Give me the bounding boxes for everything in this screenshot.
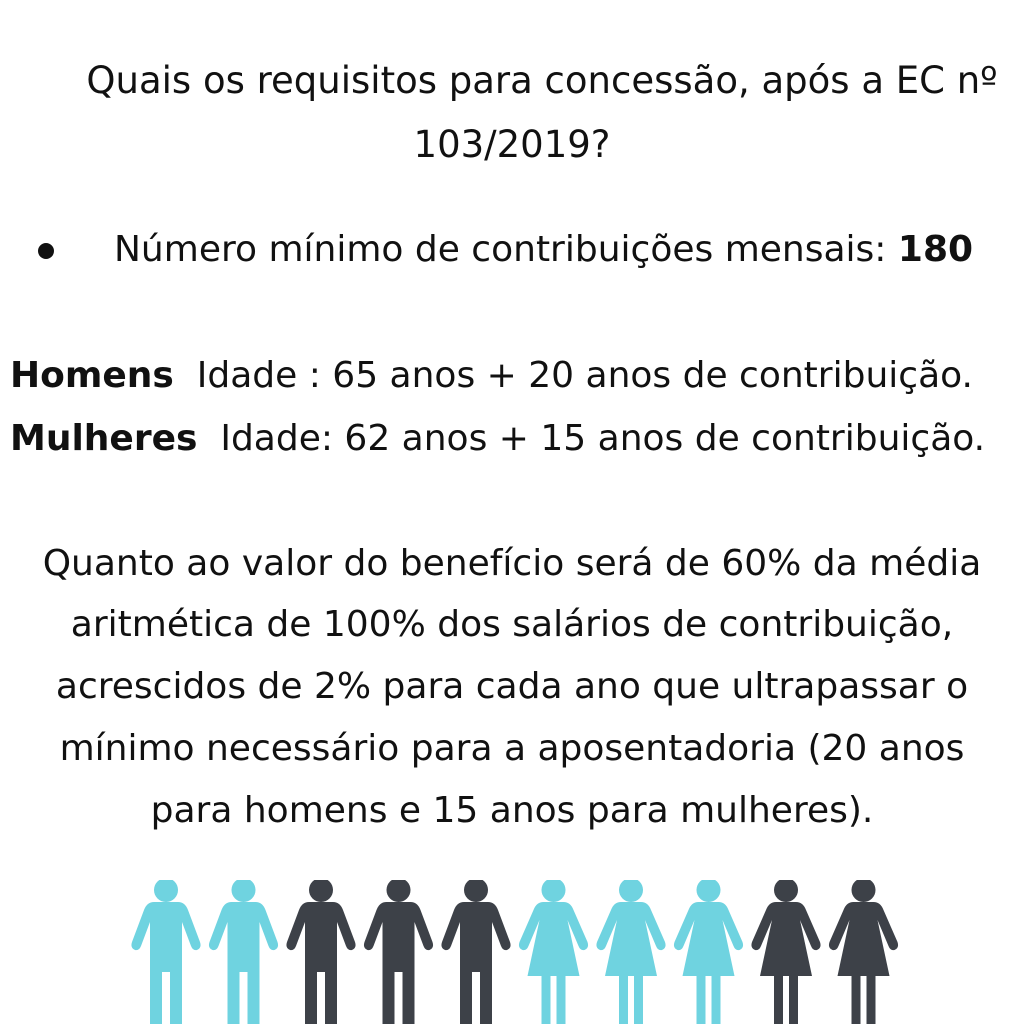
requirement-men (10, 355, 973, 396)
requirement-men-label: Homens (10, 355, 174, 396)
man-icon (441, 880, 510, 1024)
figure-head (387, 880, 411, 902)
heading-line-1: Quais os requisitos para concessão, após a EC nº (86, 59, 998, 102)
figure-head (697, 880, 721, 902)
figure-body (674, 902, 743, 1024)
bullet-text (114, 229, 974, 270)
requirement-women (10, 418, 986, 459)
figure-head (542, 880, 566, 902)
man-icon (286, 880, 355, 1024)
people-figures (0, 880, 1024, 1024)
bullet-item (28, 229, 998, 276)
woman-icon (751, 880, 820, 1024)
woman-icon (519, 880, 588, 1024)
requirement-women-text: Idade: 62 anos + 15 anos de contribuição. (197, 418, 986, 459)
figure-body (441, 902, 510, 1024)
figure-body (829, 902, 898, 1024)
figure-head (619, 880, 643, 902)
figure-head (232, 880, 256, 902)
figure-body (286, 902, 355, 1024)
figure-body (751, 902, 820, 1024)
bullet-dot-icon (38, 243, 54, 259)
woman-icon (596, 880, 665, 1024)
figure-head (154, 880, 178, 902)
paragraph-line-4: mínimo necessário para a aposentadoria (20 anos (59, 728, 965, 769)
bullet-value: 180 (897, 229, 974, 270)
figure-head (774, 880, 798, 902)
requirement-women-label: Mulheres (10, 418, 198, 459)
figure-body (209, 902, 278, 1024)
man-icon (364, 880, 433, 1024)
heading-line-2: 103/2019? (413, 123, 611, 166)
bullet-label: Número mínimo de contribuições mensais: (114, 229, 898, 270)
paragraph-line-2: aritmética de 100% dos salários de contribuição, (70, 604, 954, 645)
figure-body (131, 902, 200, 1024)
figure-head (852, 880, 876, 902)
woman-icon (829, 880, 898, 1024)
man-icon (131, 880, 200, 1024)
figure-body (364, 902, 433, 1024)
figure-body (519, 902, 588, 1024)
man-icon (209, 880, 278, 1024)
paragraph-line-3: acrescidos de 2% para cada ano que ultrapassar o (55, 666, 969, 707)
figure-head (309, 880, 333, 902)
figure-head (464, 880, 488, 902)
paragraph-line-1: Quanto ao valor do benefício será de 60% da média (42, 543, 982, 584)
woman-icon (674, 880, 743, 1024)
paragraph-line-5: para homens e 15 anos para mulheres). (150, 790, 874, 831)
requirement-men-text: Idade : 65 anos + 20 anos de contribuição. (173, 355, 973, 396)
figure-body (596, 902, 665, 1024)
